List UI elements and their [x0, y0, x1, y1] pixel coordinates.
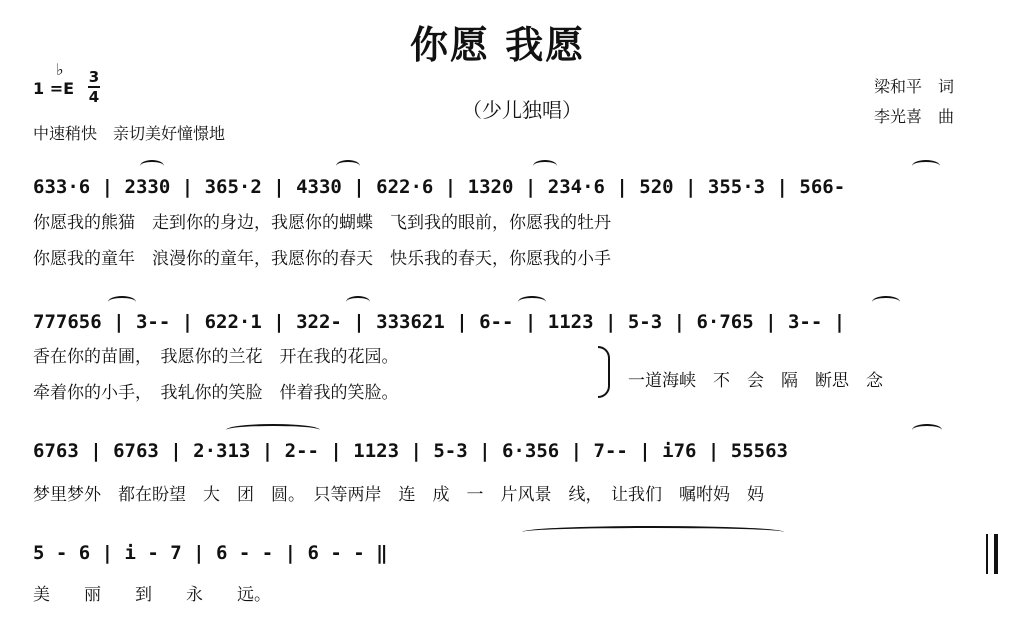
lyrics-line-4: 美 丽 到 永 远。 — [33, 584, 271, 605]
tie-mark — [872, 296, 900, 308]
time-signature-top: 3 — [88, 68, 100, 86]
tie-mark — [533, 160, 557, 172]
lyrics-line-2b: 牵着你的小手， 我轧你的笑脸 伴着我的笑脸。 — [33, 382, 399, 403]
tie-mark — [226, 424, 320, 436]
refrain-lyrics: 一道海峡 不 会 隔 断思 念 — [628, 371, 883, 391]
song-subtitle: （少儿独唱） — [462, 98, 582, 122]
tie-mark — [912, 160, 940, 172]
tie-mark — [346, 296, 370, 308]
tie-mark — [912, 424, 942, 436]
final-barline — [986, 534, 998, 574]
notation-line-4: 5 - 6 | i - 7 | 6 - - | 6 - - ‖ — [33, 542, 388, 564]
song-title: 你愿 我愿 — [410, 23, 586, 67]
tie-mark — [108, 296, 136, 308]
time-signature-bottom: 4 — [88, 88, 100, 106]
notation-line-1: 633·6 | 2330 | 365·2 | 4330 | 622·6 | 1320 | 234·6 | 520 | 355·3 | 566- — [33, 176, 846, 198]
lyrics-line-1a: 你愿我的熊猫 走到你的身边，我愿你的蝴蝶 飞到我的眼前，你愿我的牡丹 — [33, 212, 611, 233]
tie-mark — [336, 160, 360, 172]
key-signature: 1 =E — [33, 79, 75, 98]
flat-sign: ♭ — [56, 60, 64, 79]
composer-credit: 李光喜 曲 — [874, 107, 955, 126]
notation-line-3: 6763 | 6763 | 2·313 | 2-- | 1123 | 5-3 | 6·356 | 7-- | i76 | 55563 — [33, 440, 788, 462]
notation-line-2: 777656 | 3-- | 622·1 | 322- | 333621 | 6-- | 1123 | 5-3 | 6·765 | 3-- | — [33, 311, 846, 333]
lyricist-credit: 梁和平 词 — [874, 77, 955, 96]
tie-mark — [522, 526, 784, 538]
lyrics-line-1b: 你愿我的童年 浪漫你的童年，我愿你的春天 快乐我的春天，你愿我的小手 — [33, 248, 611, 269]
lyrics-line-3: 梦里梦外 都在盼望 大 团 圆。 只等两岸 连 成 一 片风景 线， 让我们 嘱咐妈 妈 — [33, 484, 764, 505]
tie-mark — [140, 160, 164, 172]
verse-brace — [598, 346, 610, 398]
tie-mark — [518, 296, 546, 308]
lyrics-line-2a: 香在你的苗圃， 我愿你的兰花 开在我的花园。 — [33, 346, 399, 367]
tempo-marking: 中速稍快 亲切美好憧憬地 — [33, 124, 226, 143]
time-signature — [88, 68, 100, 106]
